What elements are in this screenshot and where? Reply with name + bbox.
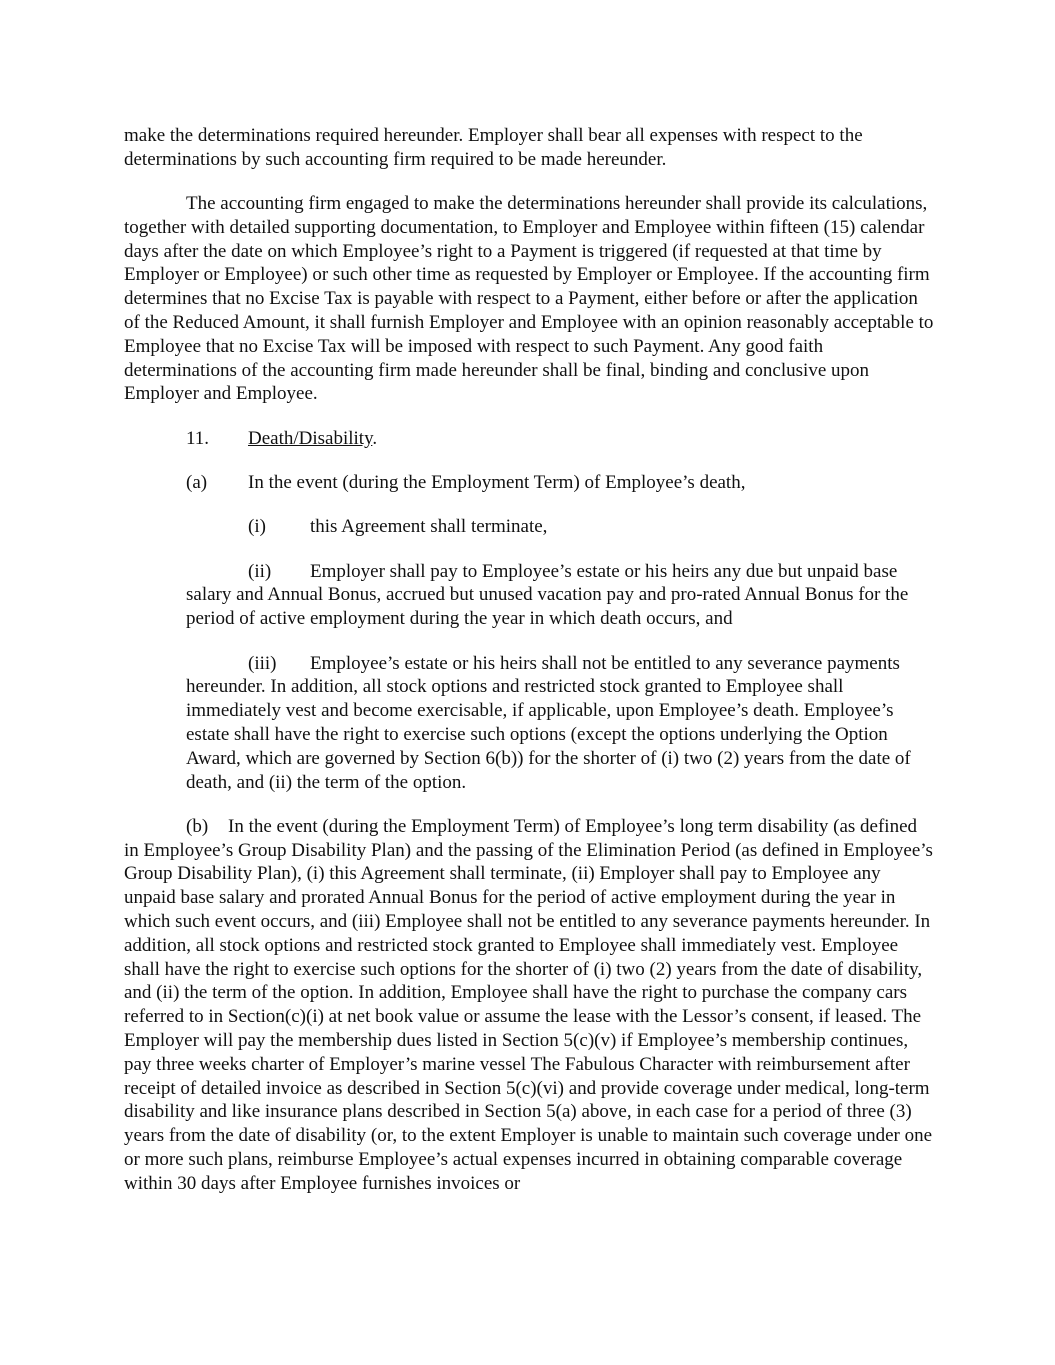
item-iii-label: (iii) (248, 652, 277, 674)
item-ii (186, 560, 936, 631)
item-i (124, 515, 936, 539)
subsection-b-text: In the event (during the Employment Term) of Employee’s long term disability (as defined in Employee’s Group Disability Plan) and the passing of the Elimination Period (as defined in Employee’s Group Disability Plan), (i) this Agreement shall terminate, (ii) Employer shall pay to Employee any unpaid base salary and prorated Annual Bonus for the period of active employment during the year in which such event occurs, and (iii) Employee shall not be entitled to any severance payments hereunder. In addition, all stock options and restricted stock granted to Employee shall immediately vest. Employee shall have the right to exercise such options for the shorter of (i) two (2) years from the date of disability, and (ii) the term of the option. In addition, Employee shall have the right to purchase the company cars referred to in Section(c)(i) at net book value or assume the lease with the Lessor’s consent, if leased. The Employer will pay the membership dues listed in Section 5(c)(v) if Employee’s membership continues, pay three weeks charter of Employer’s marine vessel The Fabulous Character with reimbursement after receipt of detailed invoice as described in Section 5(c)(vi) and provide coverage under medical, long-term disability and like insurance plans described in Section 5(a) above, in each case for a period of three (3) years from the date of disability (or, to the extent Employer is unable to maintain such coverage under one or more such plans, reimburse Employee’s actual expenses incurred in obtaining comparable coverage within 30 days after Employee furnishes invoices or (124, 815, 933, 1194)
item-i-text: this Agreement shall terminate, (310, 516, 548, 538)
item-iii-text: Employee’s estate or his heirs shall not be entitled to any severance payments hereunder. In addition, all stock options and restricted stock granted to Employee shall immediately vest and become exercisable, if applicable, upon Employee’s death. Employee’s estate shall have the right to exercise such options (except the options underlying the Option Award, which are governed by Section 6(b)) for the shorter of (i) two (2) years from the date of death, and (ii) the term of the option. (186, 652, 911, 793)
section-title-period: . (372, 427, 378, 449)
item-ii-label: (ii) (248, 560, 272, 582)
subsection-a-label: (a) (186, 472, 208, 494)
section-number: 11. (186, 427, 210, 449)
subsection-a (124, 471, 936, 495)
item-iii (186, 652, 936, 795)
item-i-label: (i) (248, 516, 266, 538)
section-title: Death/Disability (248, 427, 373, 449)
subsection-b (124, 815, 936, 1196)
subsection-a-text: In the event (during the Employment Term) of Employee’s death, (248, 472, 746, 494)
item-ii-text: Employer shall pay to Employee’s estate or his heirs any due but unpaid base salary and Annual Bonus, accrued but unused vacation pay and pro-rated Annual Bonus for the period of active employment during the year in which death occurs, and (186, 560, 909, 630)
accounting-firm-paragraph: The accounting firm engaged to make the determinations hereunder shall provide its calculations, together with detailed supporting documentation, to Employer and Employee within fifteen (15) calendar days after the date on which Employee’s right to a Payment is triggered (if requested at that time by Employer or Employee) or such other time as requested by Employer or Employee. If the accounting firm determines that no Excise Tax is payable with respect to a Payment, either before or after the application of the Reduced Amount, it shall furnish Employer and Employee with an opinion reasonably acceptable to Employee that no Excise Tax will be imposed with respect to such Payment. Any good faith determinations of the accounting firm made hereunder shall be final, binding and conclusive upon Employer and Employee. (124, 193, 934, 405)
subsection-b-label: (b) (186, 815, 209, 837)
document-body (124, 124, 936, 1196)
section-11-heading (124, 427, 936, 451)
continuation-paragraph: make the determinations required hereunder. Employer shall bear all expenses with respect to the determinations by such accounting firm required to be made hereunder. (124, 125, 863, 170)
